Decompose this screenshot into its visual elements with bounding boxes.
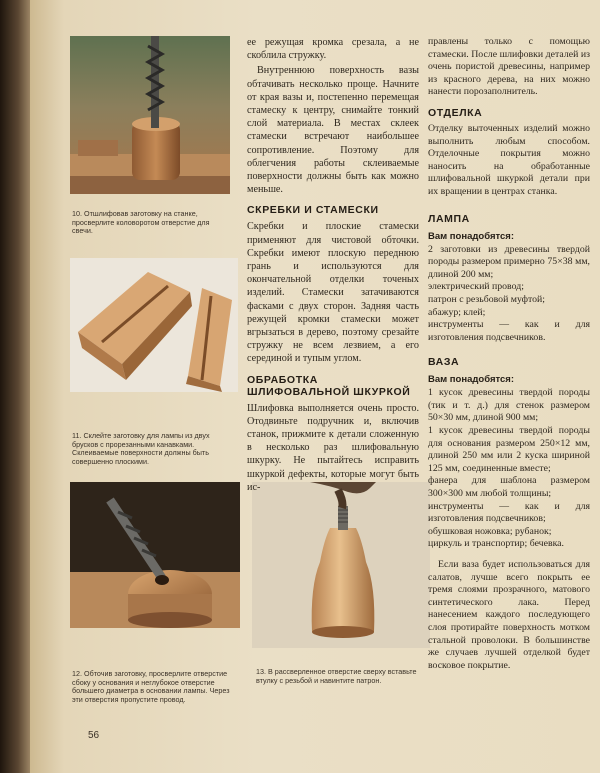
photo-lamp-threaded-sleeve (252, 482, 430, 648)
paragraph-finishing: Отделку выточенных изделий можно выполнить любым способом. Отделочные покрытия можно наносить на обработанные шлифовальной шкуркой детали при их вращении в центрах станка. (428, 122, 590, 197)
book-page (30, 0, 600, 773)
list-item: фанера для шаблона размером 300×300 мм любой толщины; (428, 475, 590, 500)
photo-grooved-blocks (70, 258, 238, 392)
figure-10-caption: 10. Отшлифовав заготовку на станке, просверлите коловоротом отверстие для свечи. (72, 209, 210, 236)
list-item: циркуль и транспортир; бечевка. (428, 538, 564, 550)
heading-finishing: ОТДЕЛКА (428, 106, 483, 119)
right-text-column (428, 36, 590, 674)
photo-drilling-candle-hole (70, 36, 230, 194)
list-item: абажур; клей; (428, 306, 486, 318)
paragraph-sanding: Шлифовка выполняется очень просто. Отодвиньте подручник и, включив станок, прижмите к детали сложенную в несколько раз шлифовальную шкурку. Не пытайтесь исправить шкуркой дефекты, которые могут быть ис- (247, 402, 419, 493)
list-item: патрон с резьбовой муфтой; (428, 293, 545, 305)
list-item: обушковая ножовка; рубанок; (428, 525, 552, 537)
heading-vase: ВАЗА (428, 356, 460, 369)
figure-13-caption: 13. В рассверленное отверстие сверху вставьте втулку с резьбой и навинтите патрон. (256, 667, 417, 685)
list-item: 1 кусок древесины твердой породы (тик и т. д.) для стенок размером 50×30 мм, длиной 900 мм; (428, 387, 590, 424)
list-item: 2 заготовки из древесины твердой породы размером примерно 75×38 мм, длиной 200 мм; (428, 243, 590, 280)
paragraph-vase-finish: Если ваза будет использоваться для салатов, лучше всего покрыть ее тремя слоями прозрачного, матового синтетического лака. Перед нанесением каждого последующего слоя протирайте поверхность мотком стальной проволоки. В большинстве же случаев лучшей отделкой будет восковое покрытие. (428, 559, 590, 671)
photo-drilling-lamp-base (70, 482, 240, 628)
paragraph-scrapers: Скребки и плоские стамески применяют для чистовой обточки. Скребки имеют плоскую переднюю грань и используются для окончательной отделки точеных изделий. Стамески затачиваются фасками с двух сторон. Задняя часть режущей кромки стамески может вгрызаться в дерево, поэтому срезайте стружку не всем лезвием, а его серединой и тупым углом. (247, 221, 419, 365)
grooved-blocks-illustration (70, 258, 238, 392)
list-item: инструменты — как и для изготовления подсвечников; (428, 500, 590, 525)
paragraph-inner-surface: Внутреннюю поверхность вазы обтачивать несколько проще. Начните от края вазы и, постепенно перемещая стамеску к центру, снимайте тонкий слой материала. В местах склеек стамески встречают наибольшее сопротивление. Поэтому для облегчения работы склеиваемые поверхности должны быть как можно меньше. (247, 65, 419, 196)
list-item: 1 кусок древесины твердой породы для основания размером 250×12 мм, длиной 250 мм или 2 куска шириной 125 мм, соединенные вместе; (428, 425, 590, 474)
middle-text-column (247, 36, 419, 496)
vase-materials-heading: Вам понадобятся: (428, 374, 515, 386)
vase-materials-list (428, 387, 590, 551)
lamp-base-drilling-illustration (70, 482, 240, 628)
lamp-materials-heading: Вам понадобятся: (428, 230, 515, 242)
figure-11-caption: 11. Склейте заготовку для лампы из двух брусков с прорезанными канавками. Склеиваемые поверхности должны быть совершенно плоскими. (72, 431, 210, 466)
lamp-materials-list (428, 244, 590, 345)
paragraph-continuation: ее режущая кромка срезала, а не скоблила стружку. (247, 37, 419, 62)
paragraph-continuation-right: правлены только с помощью стамески. После шлифовки деталей из очень пористой древесины, например из красного дерева, на них можно нанести порозаполнитель. (428, 36, 590, 98)
figure-12-caption: 12. Обточив заготовку, просверлите отверстие сбоку у основания и неглубокое отверстие большего диаметра в основании лампы. Через эти отверстия пропустите провод. (72, 669, 230, 704)
heading-sanding: ОБРАБОТКА ШЛИФОВАЛЬНОЙ ШКУРКОЙ (247, 373, 411, 398)
list-item: электрический провод; (428, 281, 524, 293)
list-item: инструменты — как и для изготовления подсвечников. (428, 319, 590, 343)
heading-lamp: ЛАМПА (428, 212, 470, 225)
lamp-sleeve-illustration (252, 482, 430, 648)
heading-scrapers-chisels: СКРЕБКИ И СТАМЕСКИ (247, 204, 379, 217)
auger-bit-illustration (70, 36, 230, 194)
page-number: 56 (88, 730, 100, 741)
book-gutter (0, 0, 30, 773)
